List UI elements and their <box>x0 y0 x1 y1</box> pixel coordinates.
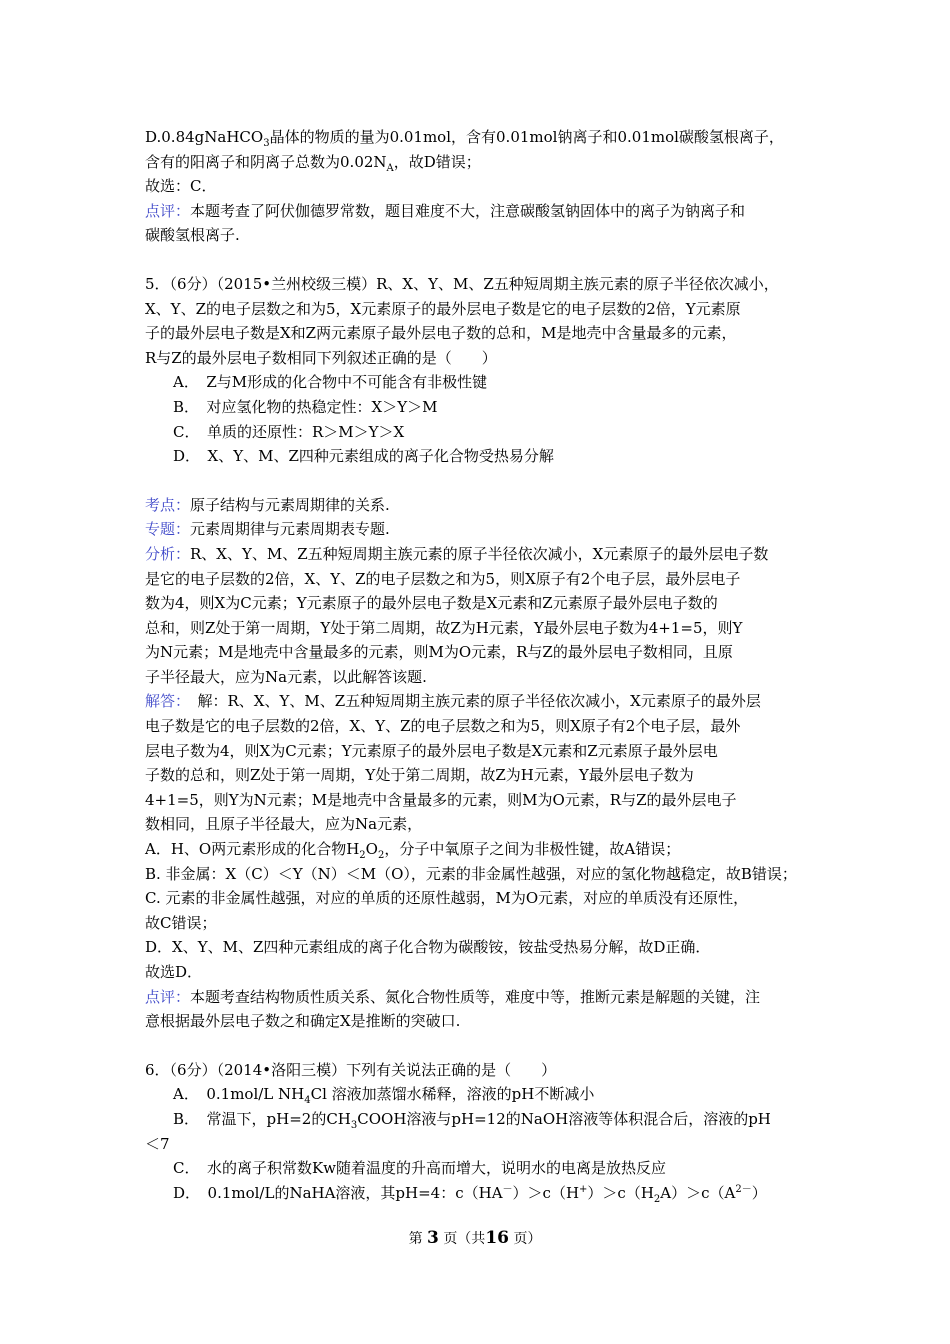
analysis-line: 为N元素；M是地壳中含量最多的元素，则M为O元素，R与Z的最外层电子数相同，且原 <box>145 643 733 662</box>
comment-label: 点评： <box>145 987 191 1006</box>
analysis-line: 总和，则Z处于第一周期，Y处于第二周期，故Z为H元素，Y最外层电子数为4+1=5，则Y <box>145 618 743 637</box>
answer-line: C. 元素的非金属性越强，对应的单质的还原性越弱，M为O元素，对应的单质没有还原性， <box>145 889 749 908</box>
page-footer: 第 3 页（共16 页） <box>408 1228 542 1248</box>
answer-line: 解答： 解：R、X、Y、M、Z五种短周期主族元素的原子半径依次减小，X元素原子的最外层 <box>145 692 761 711</box>
answer-line: 故C错误； <box>145 913 217 932</box>
page-number: 3 <box>427 1228 439 1248</box>
option-c: C． 水的离子积常数Kw随着温度的升高而增大，说明水的电离是放热反应 <box>173 1159 667 1178</box>
option-d: D． 0.1mol/L的NaHA溶液，其pH=4：$c(HA^-)>c(H^+)>c(H_2A)>c(A^{2-})$ <box>173 1183 767 1205</box>
option-b-continued: ＜7 <box>145 1134 170 1153</box>
analysis-line: 子半径最大，应为Na元素，以此解答该题. <box>145 667 427 686</box>
option-b: B． 对应氢化物的热稳定性：X＞Y＞M <box>173 397 438 416</box>
answer-line: 子数的总和，则Z处于第一周期，Y处于第二周期，故Z为H元素，Y最外层电子数为 <box>145 766 694 785</box>
zhuanti-label: 专题： <box>145 520 191 539</box>
question-stem-line: 子的最外层电子数是X和Z两元素原子最外层电子数的总和，M是地壳中含量最多的元素， <box>145 324 737 343</box>
analysis-line: 数为4，则X为C元素；Y元素原子的最外层电子数是X元素和Z元素原子最外层电子数的 <box>145 594 718 613</box>
choice-line: 故选D． <box>145 963 203 981</box>
answer-line: B. 非金属：X（C）＜Y（N）＜M（O），元素的非金属性越强，对应的氢化物越稳定，故B错误； <box>145 864 797 883</box>
option-a: A． Z与M形成的化合物中不可能含有非极性键 <box>173 373 488 392</box>
document-page <box>145 125 825 1205</box>
question-stem-line: X、Y、Z的电子层数之和为5，X元素原子的最外层电子数是它的电子层数的2倍，Y元素原 <box>145 299 741 318</box>
kaodian-label: 考点： <box>145 495 191 514</box>
option-b: B． 常温下，pH=2的$CH_3COOH$溶液与pH=12的NaOH溶液等体积混合后，溶液的pH <box>173 1109 771 1131</box>
comment-line: 意根据最外层电子数之和确定X是推断的突破口. <box>145 1012 461 1031</box>
answer-line: 层电子数为4，则X为C元素；Y元素原子的最外层电子数是X元素和Z元素原子最外层电 <box>145 741 718 760</box>
kaodian-line: 考点：原子结构与元素周期律的关系. <box>145 495 390 514</box>
answer-line: 电子数是它的电子层数的2倍，X、Y、Z的电子层数之和为5，则X原子有2个电子层，最外 <box>145 717 741 736</box>
option-d: D． X、Y、M、Z四种元素组成的离子化合物受热易分解 <box>173 447 554 466</box>
question-stem-line: 6．（6分）（2014•洛阳三模）下列有关说法正确的是（ ） <box>145 1060 557 1079</box>
answer-line: 数相同，且原子半径最大，应为Na元素， <box>145 815 423 834</box>
question-stem-line: R与Z的最外层电子数相同下列叙述正确的是（ ） <box>145 348 497 367</box>
text-line: D.0.84gNaHCO$_3$晶体的物质的量为0.01mol，含有0.01mol钠离子和0.01mol碳酸氢根离子， <box>145 128 784 149</box>
question-stem-line: 5．（6分）（2015•兰州校级三模）R、X、Y、M、Z五种短周期主族元素的原子半径依次减小， <box>145 274 779 293</box>
comment-line: 碳酸氢根离子. <box>145 226 240 245</box>
answer-line: 4+1=5，则Y为N元素；M是地壳中含量最多的元素，则M为O元素，R与Z的最外层电子 <box>145 790 737 809</box>
choice-line: 故选：C． <box>145 177 217 196</box>
comment-line: 点评：本题考查了阿伏伽德罗常数，题目难度不大，注意碳酸氢钠固体中的离子为钠离子和 <box>145 201 746 220</box>
answer-label: 解答： <box>145 692 183 711</box>
text-line: 含有的阳离子和阴离子总数为$0.02N_A$，故D错误； <box>145 152 481 174</box>
answer-line: D．X、Y、M、Z四种元素组成的离子化合物为碳酸铵，铵盐受热易分解，故D正确． <box>145 938 711 957</box>
answer-line: A．H、O两元素形成的化合物$H_2O_2$，分子中氧原子之间为非极性键，故A错误； <box>145 840 681 862</box>
total-pages: 16 <box>485 1228 509 1248</box>
comment-label: 点评： <box>145 201 191 220</box>
option-a: A． 0.1mol/L $NH_4Cl$ 溶液加蒸馏水稀释，溶液的pH不断减小 <box>173 1085 595 1107</box>
analysis-line: 分析：R、X、Y、M、Z五种短周期主族元素的原子半径依次减小，X元素原子的最外层电子数 <box>145 544 769 563</box>
option-c: C． 单质的还原性：R＞M＞Y＞X <box>173 422 405 441</box>
comment-line: 点评：本题考查结构物质性质关系、氮化合物性质等，难度中等，推断元素是解题的关键，注 <box>145 987 761 1006</box>
zhuanti-line: 专题：元素周期律与元素周期表专题. <box>145 520 390 539</box>
analysis-label: 分析： <box>145 544 191 563</box>
analysis-line: 是它的电子层数的2倍，X、Y、Z的电子层数之和为5，则X原子有2个电子层，最外层电子 <box>145 569 741 588</box>
